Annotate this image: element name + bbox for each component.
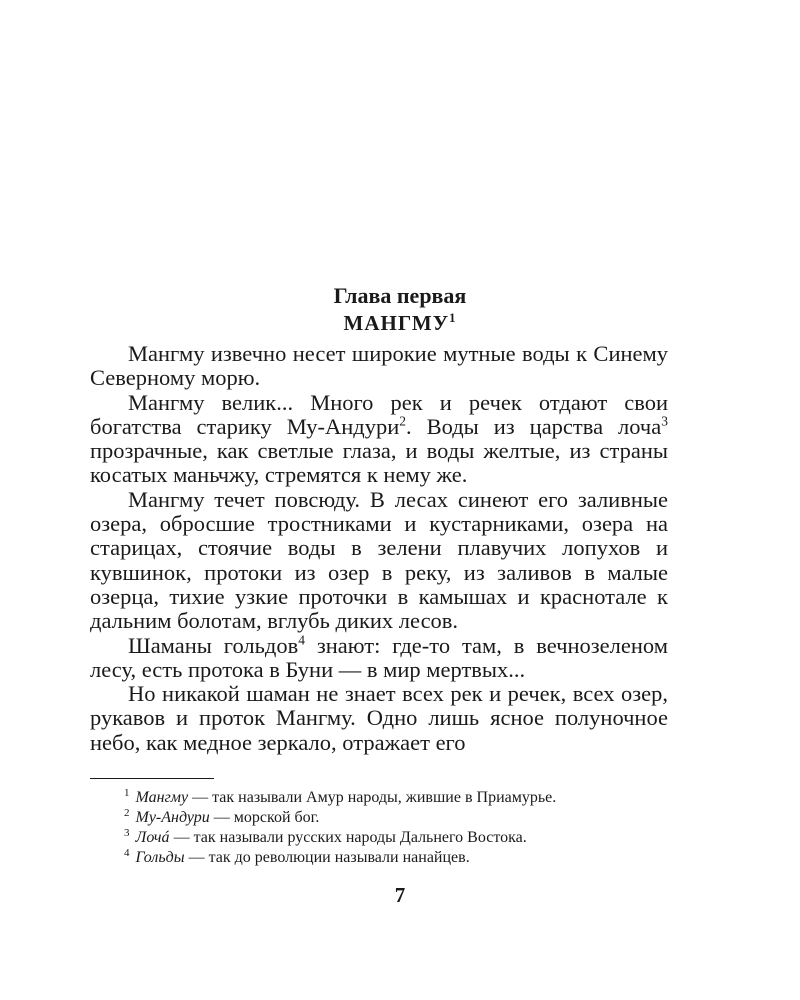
footnote-1 [124,788,684,808]
paragraph-1 [90,342,668,391]
footnote-number: 1 [124,786,130,799]
footnote-number: 3 [124,826,130,839]
footnote-text: — так до революции называли нанайцев. [184,849,470,866]
footnote-term: Му-Андури [135,809,210,826]
footnote-mark-4: 4 [298,632,305,648]
chapter-title-footnote-mark: 1 [449,311,457,325]
footnote-2 [124,808,684,828]
chapter-title [0,309,800,337]
chapter-title-text: МАНГМУ [343,311,450,335]
paragraph-3 [90,488,668,634]
chapter-label: Глава первая [333,283,467,308]
paragraph-2-text-a: Мангму велик... Много рек и речек отдают свои богатства старику Му-Андури [90,389,668,439]
footnotes [124,788,684,868]
paragraph-3-text: Мангму течет повсюду. В лесах синеют его заливные озера, обросшие тростниками и кустарниками, озера на старицах, стоячие воды в зелени плавучих лопухов и кувшинок, протоки из озер в реку, из заливов в малые озерца, тихие узкие проточки в камышах и краснотале к дальним болотам, вглубь диких лесов. [90,486,668,634]
footnote-mark-3: 3 [661,413,668,429]
footnote-term: Мангму [135,789,189,806]
footnote-term: Лочá [135,829,170,846]
footnote-text: — так называли Амур народы, жившие в Приамурье. [188,789,557,806]
paragraph-2 [90,391,668,488]
paragraph-4-text-b: знают: где-то там, в вечнозеленом лесу, есть протока в Буни — в мир мертвых... [90,632,668,682]
paragraph-5-text: Но никакой шаман не знает всех рек и речек, всех озер, рукавов и проток Мангму. Одно лишь ясное полуночное небо, как медное зеркало, отражает его [90,681,668,755]
paragraph-1-text: Мангму извечно несет широкие мутные воды к Синему Северному морю. [90,341,668,391]
footnote-number: 4 [124,846,130,859]
footnote-3 [124,828,684,848]
paragraph-2-text-b: . Воды из царства лоча [405,413,662,439]
paragraph-4 [90,634,668,683]
footnote-divider [90,778,214,779]
footnote-text: — так называли русских народы Дальнего Востока. [169,829,527,846]
footnote-text: — морской бог. [209,809,320,826]
page-number: 7 [394,883,406,907]
footnote-mark-2: 2 [399,413,406,429]
paragraph-4-text-a: Шаманы гольдов [128,632,299,658]
paragraph-5 [90,682,668,755]
paragraph-2-text-c: прозрачные, как светлые глаза, и воды желтые, из страны косатых маньчжу, стремятся к нему же. [90,438,668,488]
footnote-4 [124,848,684,868]
footnote-term: Гольды [135,849,185,866]
body-text [90,342,668,755]
footnote-number: 2 [124,806,130,819]
